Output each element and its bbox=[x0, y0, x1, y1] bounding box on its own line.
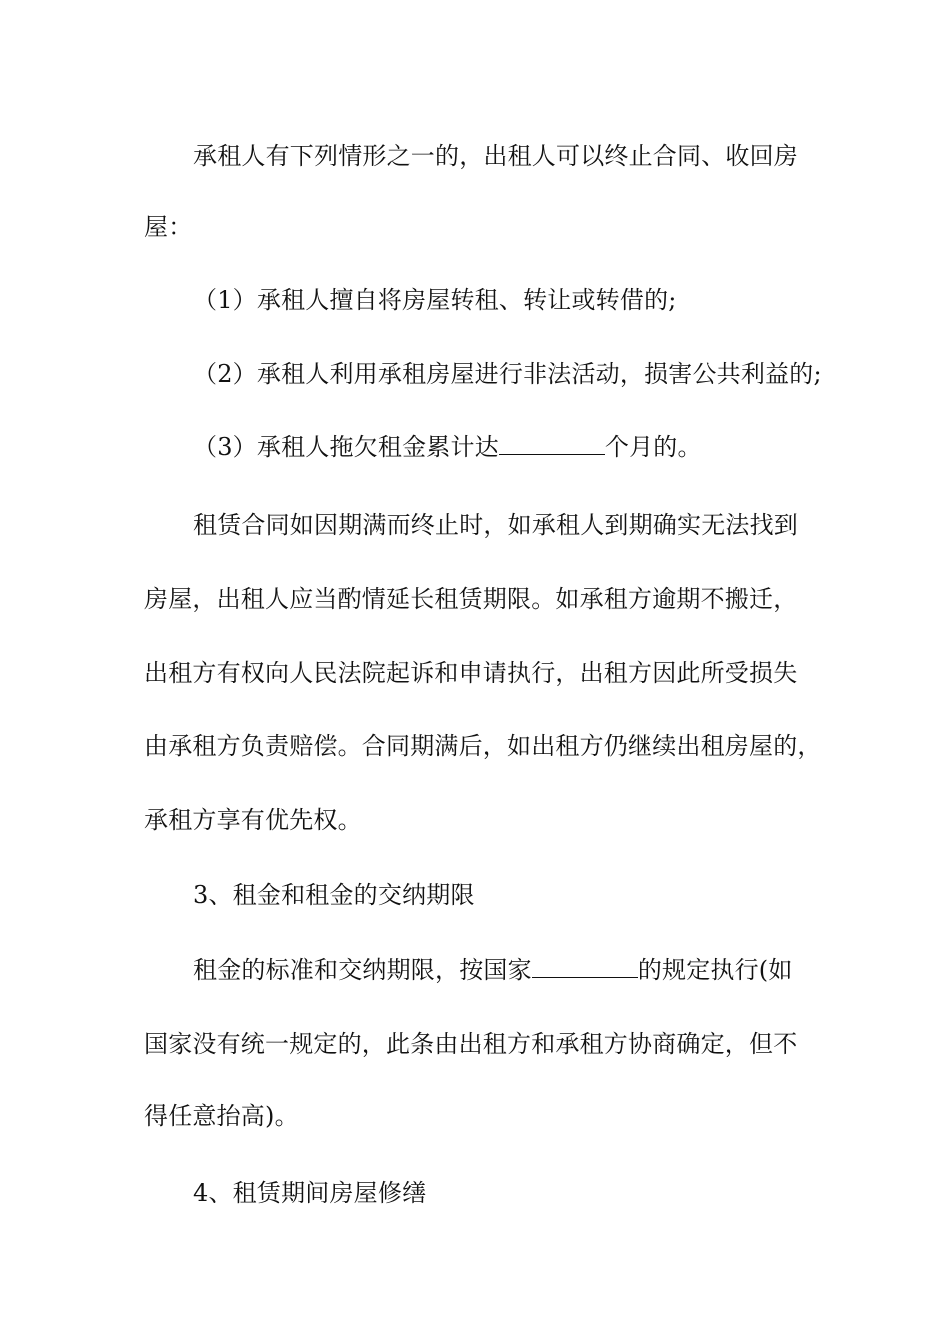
text-span: 出租方有权向人民法院起诉和申请执行，出租方因此所受损失 bbox=[144, 659, 798, 687]
paragraph-termination-line-1 bbox=[193, 138, 883, 174]
paragraph-expiry-line-3 bbox=[144, 655, 834, 691]
text-span: 承租方享有优先权。 bbox=[144, 806, 362, 834]
text-span: 个月的。 bbox=[604, 433, 702, 461]
text-span: 租金的标准和交纳期限，按国家 bbox=[193, 956, 532, 984]
text-span: 由承租方负责赔偿。合同期满后，如出租方仍继续出租房屋的， bbox=[144, 732, 822, 760]
text-span: （3）承租人拖欠租金累计达 bbox=[193, 433, 499, 461]
paragraph-expiry-line-1 bbox=[193, 507, 883, 543]
text-span: 得任意抬高)。 bbox=[144, 1102, 299, 1130]
text-span: 的规定执行(如 bbox=[637, 956, 793, 984]
paragraph-rent-line-3 bbox=[144, 1098, 834, 1134]
paragraph-rent-line-2 bbox=[144, 1026, 834, 1062]
list-item-1 bbox=[193, 282, 883, 318]
text-span: （2）承租人利用承租房屋进行非法活动，损害公共利益的; bbox=[193, 360, 822, 388]
paragraph-expiry-line-4 bbox=[144, 728, 834, 764]
paragraph-expiry-line-2 bbox=[144, 581, 834, 617]
paragraph-expiry-line-5 bbox=[144, 802, 834, 838]
text-span: （1）承租人擅自将房屋转租、转让或转借的; bbox=[193, 286, 677, 314]
section-heading-4 bbox=[193, 1175, 883, 1211]
paragraph-rent-line-1 bbox=[193, 952, 883, 988]
section-heading-3 bbox=[193, 877, 883, 913]
text-span: 4、租赁期间房屋修缮 bbox=[193, 1179, 427, 1207]
text-span: 3、租金和租金的交纳期限 bbox=[193, 881, 475, 909]
text-span: 承租人有下列情形之一的，出租人可以终止合同、收回房 bbox=[193, 142, 798, 170]
list-item-2 bbox=[193, 356, 883, 392]
list-item-3 bbox=[193, 429, 883, 465]
fill-in-blank-regulation bbox=[532, 955, 638, 978]
text-span: 房屋，出租人应当酌情延长租赁期限。如承租方逾期不搬迁， bbox=[144, 585, 798, 613]
text-span: 国家没有统一规定的，此条由出租方和承租方协商确定，但不 bbox=[144, 1030, 798, 1058]
fill-in-blank-months bbox=[499, 432, 605, 455]
paragraph-termination-line-2 bbox=[144, 209, 834, 245]
text-span: 租赁合同如因期满而终止时，如承租人到期确实无法找到 bbox=[193, 511, 798, 539]
text-span: 屋： bbox=[144, 213, 193, 241]
